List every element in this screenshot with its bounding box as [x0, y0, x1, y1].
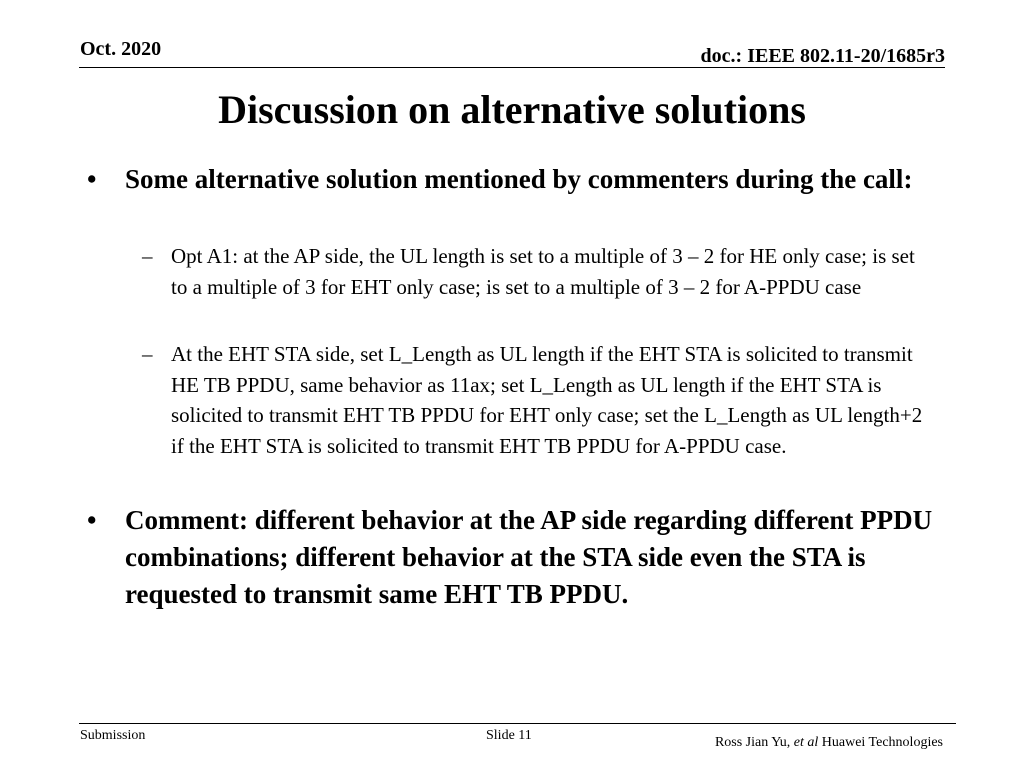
- header-doc-id: doc.: IEEE 802.11-20/1685r3: [700, 45, 945, 67]
- slide-title: Discussion on alternative solutions: [218, 87, 806, 132]
- bullet-marker: •: [87, 505, 97, 535]
- subbullet-1-1: [142, 241, 931, 302]
- bullet-1: [87, 161, 940, 198]
- subbullet-1-2: [142, 339, 931, 461]
- footer-submission: Submission: [80, 728, 146, 743]
- footer-author: [715, 735, 943, 751]
- subbullet-marker: –: [142, 342, 153, 366]
- bullet-1-text: Some alternative solution mentioned by commenters during the call:: [125, 164, 913, 194]
- footer-slide-number: Slide 11: [486, 728, 532, 743]
- footer-author-etal: et al: [793, 735, 819, 750]
- subbullet-1-2-text: At the EHT STA side, set L_Length as UL length if the EHT STA is solicited to transmit HE TB PPDU, same behavior as 11ax; set L_Length as UL length if the EHT STA is solicited to transmit EHT TB PPDU for EHT only case; set the L_Length as UL length+2 if the EHT STA is solicited to transmit EHT TB PPDU for A-PPDU case.: [171, 342, 923, 458]
- footer-company: Huawei Technologies: [821, 735, 943, 750]
- header-date: Oct. 2020: [80, 38, 162, 60]
- bullet-2: [87, 502, 940, 613]
- subbullet-1-1-text: Opt A1: at the AP side, the UL length is set to a multiple of 3 – 2 for HE only case; is set to a multiple of 3 for EHT only case; is set to a multiple of 3 – 2 for A-PPDU case: [171, 244, 915, 299]
- footer-divider: [79, 723, 956, 724]
- footer-author-name: Ross Jian Yu,: [714, 735, 791, 750]
- bullet-2-text: Comment: different behavior at the AP side regarding different PPDU combinations; different behavior at the STA side even the STA is requested to transmit same EHT TB PPDU.: [125, 505, 933, 609]
- subbullet-marker: –: [142, 244, 153, 268]
- bullet-marker: •: [87, 164, 97, 194]
